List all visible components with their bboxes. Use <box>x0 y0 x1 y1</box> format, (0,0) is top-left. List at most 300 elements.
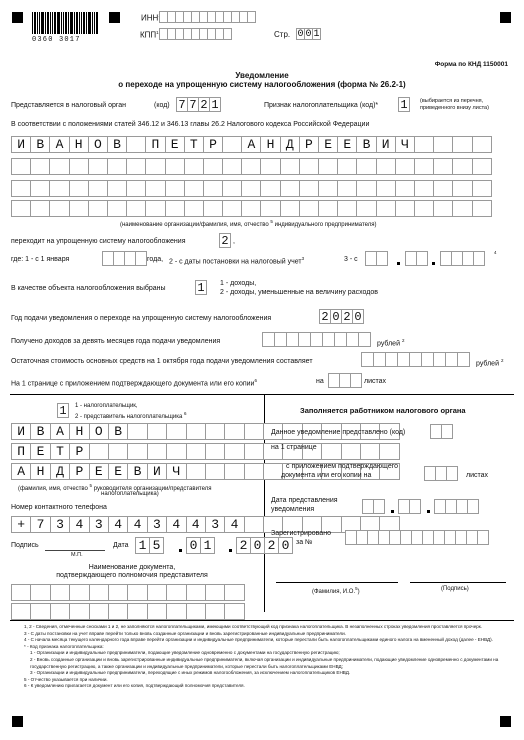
input-cell[interactable] <box>203 180 223 197</box>
input-cell[interactable] <box>224 423 244 440</box>
input-cell[interactable]: 2 <box>236 537 251 554</box>
input-cell[interactable]: В <box>108 423 128 440</box>
input-cell[interactable] <box>126 200 146 217</box>
input-cell[interactable]: 0 <box>250 537 265 554</box>
input-cell[interactable] <box>11 584 31 601</box>
input-cell[interactable]: 0 <box>330 309 342 324</box>
input-cell[interactable] <box>244 423 264 440</box>
input-cell[interactable] <box>126 136 146 153</box>
option3-month-cells[interactable] <box>405 251 427 266</box>
input-cell[interactable]: Т <box>184 136 204 153</box>
input-cell[interactable] <box>376 180 396 197</box>
footnote-line: 5 - Отчество указывается при наличии. <box>24 676 108 682</box>
input-cell[interactable] <box>379 443 399 460</box>
taxpayer-sign-value[interactable]: 1 <box>398 97 410 112</box>
right-sign-caption: (Подпись) <box>441 586 469 592</box>
name-row[interactable] <box>11 200 491 217</box>
input-cell[interactable] <box>166 584 186 601</box>
input-cell[interactable] <box>11 158 31 175</box>
january-year-cells[interactable] <box>102 251 146 266</box>
input-cell[interactable] <box>395 158 415 175</box>
input-cell[interactable]: 4 <box>127 516 147 533</box>
input-cell[interactable] <box>69 584 89 601</box>
input-cell[interactable] <box>186 463 206 480</box>
object-label: В качестве объекта налогообложения выбраны <box>11 285 166 292</box>
input-cell[interactable]: 4 <box>69 516 89 533</box>
input-cell[interactable]: О <box>88 136 108 153</box>
input-cell[interactable] <box>414 200 434 217</box>
on-page-label: на 1 странице <box>271 444 317 451</box>
year-label: года, <box>147 256 164 263</box>
object-cell[interactable] <box>195 280 206 295</box>
attachment-label-1: с приложением подтверждающего <box>286 463 399 470</box>
input-cell[interactable]: Т <box>50 443 70 460</box>
input-cell[interactable]: 3 <box>50 516 70 533</box>
input-cell[interactable] <box>477 530 489 545</box>
input-cell[interactable] <box>337 200 357 217</box>
input-cell[interactable] <box>205 463 225 480</box>
input-cell[interactable] <box>165 200 185 217</box>
input-cell[interactable] <box>89 443 109 460</box>
residual-value-cells[interactable] <box>361 352 469 367</box>
name-row[interactable] <box>11 180 491 197</box>
input-cell[interactable] <box>186 603 206 620</box>
input-cell[interactable]: 2 <box>341 309 353 324</box>
input-cell[interactable] <box>205 584 225 601</box>
pages-on: на <box>316 378 324 385</box>
input-cell[interactable]: Е <box>30 443 50 460</box>
input-cell[interactable] <box>166 603 186 620</box>
input-cell[interactable] <box>318 180 338 197</box>
date-dot <box>229 549 232 552</box>
date-dot <box>397 262 400 265</box>
fio-caption-2: налогоплательщика) <box>101 491 159 497</box>
attachment-pages-cells[interactable] <box>328 373 361 388</box>
input-cell[interactable] <box>373 499 385 514</box>
date-dot <box>432 262 435 265</box>
input-cell[interactable] <box>414 180 434 197</box>
input-cell[interactable] <box>108 603 128 620</box>
input-cell[interactable] <box>395 180 415 197</box>
input-cell[interactable] <box>11 180 31 197</box>
input-cell[interactable]: Ч <box>166 463 186 480</box>
input-cell[interactable] <box>376 251 388 266</box>
input-cell[interactable]: В <box>107 136 127 153</box>
input-cell[interactable] <box>247 11 256 23</box>
form-title: Уведомление <box>235 71 289 80</box>
residual-rub: рублей $^2$ <box>476 358 504 368</box>
input-cell[interactable]: Д <box>50 463 70 480</box>
input-cell[interactable] <box>108 443 128 460</box>
input-cell[interactable] <box>224 463 244 480</box>
input-cell[interactable] <box>244 463 264 480</box>
input-cell[interactable] <box>376 158 396 175</box>
input-cell[interactable]: 1 <box>209 97 221 112</box>
input-cell[interactable]: 0 <box>305 28 312 40</box>
input-cell[interactable]: Р <box>69 443 89 460</box>
input-cell[interactable]: 1 <box>135 537 150 554</box>
input-cell[interactable]: Е <box>318 136 338 153</box>
input-cell[interactable] <box>414 158 434 175</box>
input-cell[interactable] <box>222 158 242 175</box>
input-cell[interactable] <box>337 158 357 175</box>
input-cell[interactable] <box>88 158 108 175</box>
input-cell[interactable] <box>409 499 421 514</box>
input-cell[interactable]: В <box>356 136 376 153</box>
document-row[interactable] <box>11 584 244 601</box>
input-cell[interactable] <box>360 443 380 460</box>
input-cell[interactable]: 0 <box>352 309 364 324</box>
input-cell[interactable] <box>107 158 127 175</box>
tax-authority-code-cells[interactable] <box>176 97 220 112</box>
input-cell[interactable]: А <box>50 423 70 440</box>
option3-day-cells[interactable] <box>365 251 387 266</box>
input-cell[interactable] <box>165 158 185 175</box>
inn-cells[interactable] <box>159 11 255 23</box>
option3-year-cells[interactable] <box>440 251 484 266</box>
input-cell[interactable] <box>356 180 376 197</box>
attachment-label-2: документа или его копии на <box>281 472 372 479</box>
input-cell[interactable] <box>280 180 300 197</box>
input-cell[interactable] <box>472 180 492 197</box>
comma: , <box>233 238 235 245</box>
input-cell[interactable] <box>30 180 50 197</box>
notice-year-cells[interactable] <box>319 309 363 324</box>
input-cell[interactable] <box>165 180 185 197</box>
input-cell[interactable] <box>350 373 362 388</box>
input-cell[interactable] <box>433 200 453 217</box>
date-dot <box>179 549 182 552</box>
input-cell[interactable]: 3 <box>89 516 109 533</box>
submitted-to-label: Представляется в налоговый орган <box>11 102 127 109</box>
input-cell[interactable] <box>69 603 89 620</box>
input-cell[interactable]: И <box>376 136 396 153</box>
code-label: (код) <box>154 102 170 109</box>
signer-value[interactable]: 1 <box>57 403 69 418</box>
input-cell[interactable] <box>222 200 242 217</box>
kpp-cells[interactable] <box>159 28 231 40</box>
input-cell[interactable] <box>126 180 146 197</box>
input-cell[interactable]: Е <box>165 136 185 153</box>
date-year-cells[interactable] <box>236 537 292 554</box>
input-cell[interactable]: Ч <box>395 136 415 153</box>
input-cell[interactable] <box>457 352 470 367</box>
footnote-line: 4 - С начала месяца текущего календарного года вправе перейти организации и индивидуальные предприниматели, которые перестали быть налогоплательщиками единого налога на вмененный доход (далее - ЕНВД). <box>24 637 493 643</box>
input-cell[interactable]: 2 <box>319 309 331 324</box>
input-cell[interactable] <box>452 158 472 175</box>
input-cell[interactable] <box>127 443 147 460</box>
input-cell[interactable]: О <box>89 423 109 440</box>
input-cell[interactable] <box>50 584 70 601</box>
input-cell[interactable] <box>260 200 280 217</box>
input-cell[interactable] <box>147 443 167 460</box>
input-cell[interactable] <box>224 443 244 460</box>
input-cell[interactable] <box>433 158 453 175</box>
input-cell[interactable] <box>472 158 492 175</box>
transition-value[interactable]: 2 <box>219 233 231 248</box>
phone-row[interactable] <box>11 516 399 533</box>
residual-label: Остаточная стоимость основных средств на 1 октября года подачи уведомления составляет <box>11 358 313 365</box>
input-cell[interactable] <box>186 584 206 601</box>
input-cell[interactable] <box>88 180 108 197</box>
name-caption: (наименование организации/фамилия, имя, отчество $^5$ индивидуального предпринимателя) <box>120 219 377 228</box>
input-cell[interactable] <box>203 200 223 217</box>
taxpayer-sign-cell[interactable] <box>398 97 409 112</box>
input-cell[interactable]: + <box>11 516 31 533</box>
input-cell[interactable] <box>280 200 300 217</box>
input-cell[interactable] <box>88 200 108 217</box>
input-cell[interactable] <box>467 499 479 514</box>
first-name-row[interactable] <box>11 443 399 460</box>
input-cell[interactable] <box>89 584 109 601</box>
input-cell[interactable] <box>11 603 31 620</box>
input-cell[interactable]: 1 <box>200 537 215 554</box>
input-cell[interactable] <box>433 180 453 197</box>
input-cell[interactable]: П <box>11 443 31 460</box>
option3-sup: 4 <box>494 250 497 255</box>
date-dot <box>391 510 394 513</box>
input-cell[interactable]: И <box>147 463 167 480</box>
input-cell[interactable] <box>299 180 319 197</box>
input-cell[interactable]: П <box>145 136 165 153</box>
transition-cell[interactable] <box>219 233 230 248</box>
submission-date-label-1: Дата представления <box>271 497 338 504</box>
input-cell[interactable] <box>318 200 338 217</box>
input-cell[interactable] <box>203 158 223 175</box>
corner-marker-top-mid <box>109 12 120 23</box>
option3-label: 3 - с <box>344 256 358 263</box>
input-cell[interactable]: А <box>11 463 31 480</box>
input-cell[interactable] <box>321 443 341 460</box>
barcode-number: 0360 3017 <box>32 36 81 44</box>
input-cell[interactable] <box>241 158 261 175</box>
input-cell[interactable]: 3 <box>147 516 167 533</box>
input-cell[interactable] <box>205 423 225 440</box>
input-cell[interactable]: Р <box>69 463 89 480</box>
corner-marker-bottom-right <box>500 716 511 727</box>
input-cell[interactable] <box>224 584 244 601</box>
input-cell[interactable] <box>11 200 31 217</box>
input-cell[interactable] <box>147 603 167 620</box>
input-cell[interactable] <box>452 200 472 217</box>
input-cell[interactable]: И <box>11 423 31 440</box>
input-cell[interactable] <box>184 200 204 217</box>
input-cell[interactable] <box>30 603 50 620</box>
input-cell[interactable] <box>205 603 225 620</box>
input-cell[interactable] <box>49 200 69 217</box>
fio-caption: (фамилия, имя, отчество $^5$ руководителя организации/представителя <box>18 483 212 492</box>
input-cell[interactable] <box>186 423 206 440</box>
date-month-cells[interactable] <box>186 537 214 554</box>
input-cell[interactable] <box>244 443 264 460</box>
input-cell[interactable] <box>69 200 89 217</box>
input-cell[interactable]: Н <box>69 423 89 440</box>
footnote-line: 3 - Организации и индивидуальные предприниматели, переходящие с иных режимов налогообложения, за исключением налогоплательщиков ЕНВД. <box>30 670 351 676</box>
corner-marker-bottom-left <box>12 716 23 727</box>
input-cell[interactable] <box>244 516 264 533</box>
input-cell[interactable] <box>184 158 204 175</box>
input-cell[interactable]: 1 <box>313 28 320 40</box>
notice-year-label: Год подачи уведомления о переходе на упрощенную систему налогообложения <box>11 315 272 322</box>
input-cell[interactable] <box>166 443 186 460</box>
page-label: Стр. <box>274 30 291 39</box>
input-cell[interactable]: Е <box>337 136 357 153</box>
input-cell[interactable] <box>241 180 261 197</box>
input-cell[interactable]: Р <box>203 136 223 153</box>
right-sheets-label: листах <box>466 472 489 479</box>
input-cell[interactable]: В <box>127 463 147 480</box>
submitted-code-cells[interactable] <box>430 424 452 439</box>
input-cell[interactable] <box>472 200 492 217</box>
input-cell[interactable] <box>145 180 165 197</box>
submission-year-cells[interactable] <box>434 499 478 514</box>
input-cell[interactable] <box>318 158 338 175</box>
input-cell[interactable]: В <box>30 136 50 153</box>
footnote-line: 6 - К уведомлению прилагается документ или его копия, подтверждающий полномочия представителя. <box>24 683 245 689</box>
input-cell[interactable] <box>222 180 242 197</box>
input-cell[interactable] <box>145 158 165 175</box>
input-cell[interactable]: 7 <box>187 97 199 112</box>
input-cell[interactable] <box>223 28 232 40</box>
input-cell[interactable] <box>472 136 492 153</box>
input-cell[interactable] <box>205 443 225 460</box>
knd-form-code: Форма по КНД 1150001 <box>434 61 508 68</box>
input-cell[interactable]: А <box>241 136 261 153</box>
input-cell[interactable] <box>241 200 261 217</box>
right-sheets-cells[interactable] <box>424 466 457 481</box>
taxpayer-sign-note: (выбирается из перечня, приведенного внизу листа) <box>420 98 489 111</box>
input-cell[interactable] <box>452 180 472 197</box>
input-cell[interactable] <box>337 180 357 197</box>
input-cell[interactable] <box>376 200 396 217</box>
input-cell[interactable]: В <box>30 423 50 440</box>
input-cell[interactable]: 7 <box>30 516 50 533</box>
submission-day-cells[interactable] <box>362 499 384 514</box>
signer-cell[interactable] <box>57 403 68 418</box>
input-cell[interactable] <box>473 251 485 266</box>
input-cell[interactable]: Н <box>260 136 280 153</box>
input-cell[interactable] <box>358 332 371 347</box>
input-cell[interactable] <box>69 180 89 197</box>
input-cell[interactable] <box>49 158 69 175</box>
input-cell[interactable] <box>166 423 186 440</box>
input-cell[interactable] <box>433 136 453 153</box>
footnote-line: 1 - Организации и индивидуальные предприниматели, подающие уведомление одновременно с документами на государственную регистрацию; <box>30 650 340 656</box>
input-cell[interactable] <box>30 158 50 175</box>
input-cell[interactable] <box>280 158 300 175</box>
taxpayer-sign-label: Признак налогоплательщика (код)* <box>264 102 379 109</box>
input-cell[interactable] <box>395 200 415 217</box>
income-cells[interactable] <box>262 332 370 347</box>
input-cell[interactable] <box>108 584 128 601</box>
input-cell[interactable] <box>224 603 244 620</box>
input-cell[interactable]: Р <box>299 136 319 153</box>
input-cell[interactable] <box>107 180 127 197</box>
input-cell[interactable] <box>30 584 50 601</box>
input-cell[interactable] <box>127 603 147 620</box>
input-cell[interactable]: 2 <box>264 537 279 554</box>
input-cell[interactable]: Д <box>280 136 300 153</box>
input-cell[interactable]: 0 <box>278 537 293 554</box>
input-cell[interactable]: А <box>49 136 69 153</box>
input-cell[interactable] <box>127 423 147 440</box>
input-cell[interactable] <box>356 200 376 217</box>
input-cell[interactable] <box>446 466 458 481</box>
input-cell[interactable] <box>126 158 146 175</box>
input-cell[interactable]: И <box>11 136 31 153</box>
input-cell[interactable]: 0 <box>186 537 201 554</box>
barcode <box>32 12 99 34</box>
input-cell[interactable] <box>299 158 319 175</box>
input-cell[interactable]: 4 <box>166 516 186 533</box>
doc-caption-2: подтверждающего полномочия представителя <box>56 572 208 579</box>
input-cell[interactable] <box>50 603 70 620</box>
input-cell[interactable] <box>260 158 280 175</box>
object-value[interactable]: 1 <box>195 280 207 295</box>
footnote-divider <box>10 620 514 621</box>
input-cell[interactable] <box>69 158 89 175</box>
input-cell[interactable] <box>299 200 319 217</box>
input-cell[interactable]: 4 <box>108 516 128 533</box>
input-cell[interactable] <box>260 180 280 197</box>
transition-label: переходит на упрощенную систему налогообложения <box>11 238 186 245</box>
input-cell[interactable] <box>222 136 242 153</box>
input-cell[interactable] <box>186 443 206 460</box>
input-cell[interactable]: Н <box>69 136 89 153</box>
input-cell[interactable] <box>414 136 434 153</box>
input-cell[interactable]: 7 <box>176 97 188 112</box>
input-cell[interactable] <box>89 603 109 620</box>
input-cell[interactable] <box>147 584 167 601</box>
footnote-line: 1, 2 - Сведения, отмеченные сносками 1 и 2, не заполняются налогоплательщиками, имеющими соответствующий код признака налогоплательщика. В незаполненных строках уведомления проставляется прочерк. <box>24 624 483 629</box>
input-cell[interactable] <box>452 136 472 153</box>
input-cell[interactable] <box>341 443 361 460</box>
input-cell[interactable]: 5 <box>149 537 164 554</box>
input-cell[interactable]: 3 <box>205 516 225 533</box>
input-cell[interactable]: 0 <box>297 28 304 40</box>
input-cell[interactable]: Е <box>108 463 128 480</box>
input-cell[interactable] <box>356 158 376 175</box>
footnotes <box>24 624 502 690</box>
name-row[interactable] <box>11 136 491 153</box>
name-row[interactable] <box>11 158 491 175</box>
input-cell[interactable] <box>107 200 127 217</box>
input-cell[interactable]: Е <box>89 463 109 480</box>
input-cell[interactable] <box>145 200 165 217</box>
input-cell[interactable] <box>30 200 50 217</box>
where-label: где: 1 - с 1 января <box>11 256 70 263</box>
input-cell[interactable] <box>441 424 453 439</box>
document-row[interactable] <box>11 603 244 620</box>
input-cell[interactable]: 4 <box>186 516 206 533</box>
footnote-line: 3 - С даты постановки на учет вправе перейти только вновь созданные организации и вновь зарегистрированные индивидуальные предприниматели. <box>24 630 346 636</box>
submission-month-cells[interactable] <box>398 499 420 514</box>
input-cell[interactable]: Н <box>30 463 50 480</box>
registration-number-cells[interactable] <box>345 530 488 545</box>
corner-marker-top-right <box>500 12 511 23</box>
input-cell[interactable]: 2 <box>198 97 210 112</box>
input-cell[interactable] <box>184 180 204 197</box>
input-cell[interactable] <box>147 423 167 440</box>
input-cell[interactable] <box>49 180 69 197</box>
input-cell[interactable] <box>127 584 147 601</box>
signature-line <box>45 550 105 551</box>
input-cell[interactable]: 4 <box>224 516 244 533</box>
input-cell[interactable] <box>416 251 428 266</box>
page-number-cells[interactable] <box>296 28 320 40</box>
date-day-cells[interactable] <box>135 537 163 554</box>
input-cell[interactable] <box>135 251 147 266</box>
